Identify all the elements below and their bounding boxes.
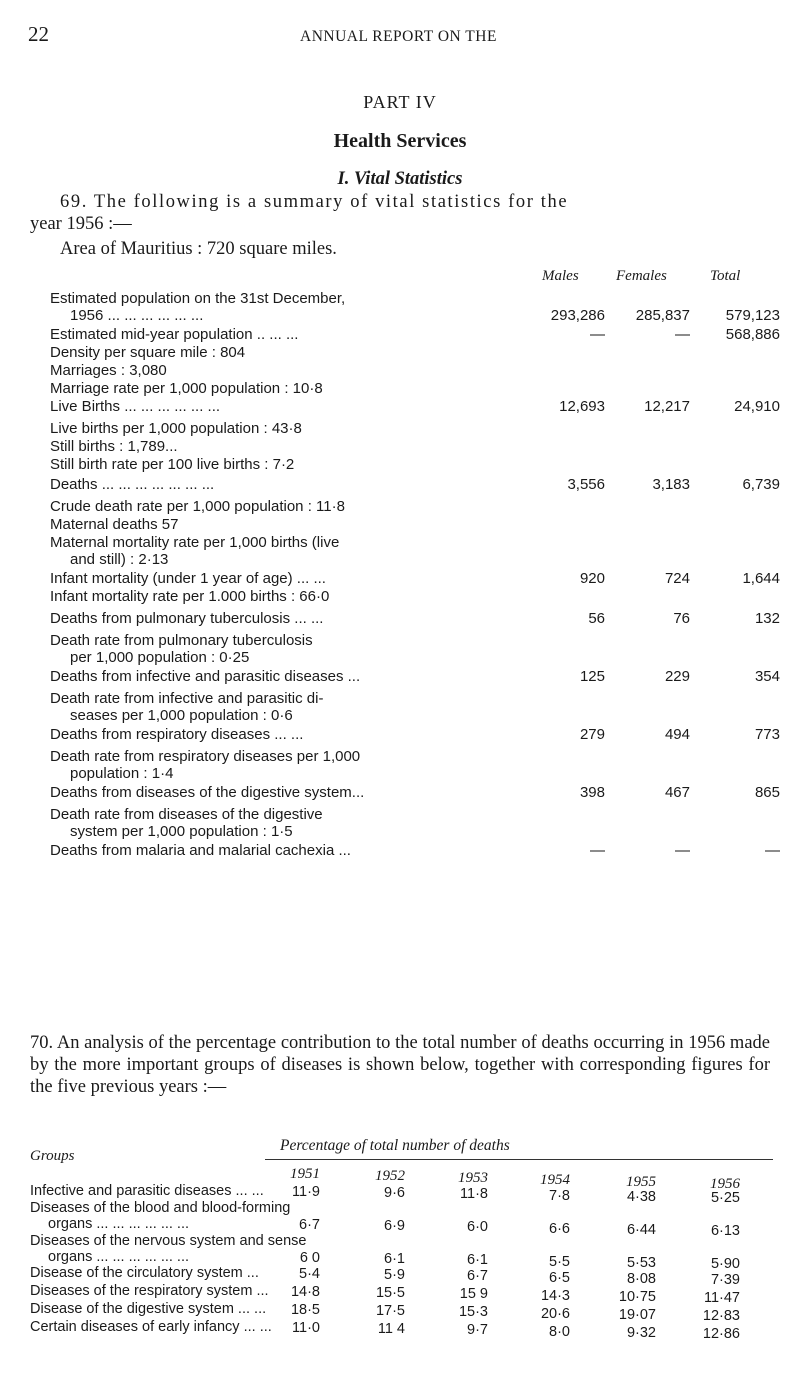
span-brace <box>265 1159 773 1166</box>
summary-row-label: Death rate from respiratory diseases per 1,000 <box>50 748 361 765</box>
pct-cell: 6·7 <box>467 1268 488 1285</box>
pct-cell: 5·9 <box>384 1267 405 1284</box>
pct-cell: 18·5 <box>290 1302 320 1318</box>
pct-cell: 5·90 <box>710 1256 740 1272</box>
pct-row-label: Diseases of the blood and blood-forming <box>30 1200 291 1216</box>
pct-cell: 15·3 <box>458 1304 488 1321</box>
summary-total-value: 6,739 <box>742 476 780 493</box>
pct-cell: 5·25 <box>710 1190 740 1206</box>
summary-row-label-cont: per 1,000 population : 0·25 <box>70 649 250 666</box>
pct-cell: 7·39 <box>710 1272 740 1288</box>
summary-total-value: 24,910 <box>734 398 780 415</box>
summary-total-value: 568,886 <box>725 326 780 343</box>
summary-total-value: 354 <box>754 668 780 685</box>
pct-cell: 4·38 <box>626 1188 656 1205</box>
pct-cell: 12·83 <box>702 1308 740 1324</box>
pct-row-label: Disease of the circulatory system ... <box>30 1265 259 1281</box>
pct-row-label: Disease of the digestive system ... ... <box>30 1301 267 1317</box>
summary-total-value: 865 <box>754 784 780 801</box>
summary-females-value: — <box>675 842 690 859</box>
summary-row-label: Deaths from infective and parasitic diseases ... <box>50 668 361 685</box>
header-females: Females <box>616 268 667 284</box>
summary-row-label-cont: 1956 ... ... ... ... ... ... <box>70 307 204 324</box>
year-header: 1954 <box>540 1172 570 1188</box>
pct-cell: 14·8 <box>290 1284 320 1300</box>
pct-cell: 14·3 <box>540 1287 570 1304</box>
pct-row-label: Diseases of the nervous system and sense <box>30 1233 307 1249</box>
summary-males-value: 920 <box>579 570 605 587</box>
summary-row-label: Live Births ... ... ... ... ... ... <box>50 398 221 415</box>
part-heading: PART IV <box>363 92 437 112</box>
summary-males-value: — <box>590 326 605 343</box>
pct-cell: 11 4 <box>377 1321 405 1338</box>
summary-females-value: 3,183 <box>652 476 690 493</box>
summary-row-label: Deaths from pulmonary tuberculosis ... ... <box>50 610 324 627</box>
summary-row-label-cont: seases per 1,000 population : 0·6 <box>70 707 293 724</box>
summary-males-value: 293,286 <box>550 307 605 324</box>
summary-row-label: Marriage rate per 1,000 population : 10·8 <box>50 380 323 397</box>
para69-line1: 69. The following is a summary of vital statistics for the <box>60 192 569 212</box>
percentage-span-label: Percentage of total number of deaths <box>280 1137 510 1154</box>
page-number: 22 <box>28 22 49 46</box>
pct-row-label-cont: organs ... ... ... ... ... ... <box>48 1216 190 1232</box>
summary-males-value: 12,693 <box>559 398 605 415</box>
summary-row-label: Death rate from infective and parasitic di- <box>50 690 324 707</box>
summary-row-label: Still births : 1,789... <box>50 438 178 455</box>
summary-males-value: 279 <box>579 726 605 743</box>
pct-cell: 11·47 <box>703 1290 740 1306</box>
summary-row-label: Deaths ... ... ... ... ... ... ... <box>50 476 215 493</box>
pct-cell: 10·75 <box>618 1288 656 1305</box>
summary-total-value: 1,644 <box>742 570 780 587</box>
summary-females-value: 285,837 <box>635 307 690 324</box>
summary-row-label: Still birth rate per 100 live births : 7·2 <box>50 456 295 473</box>
pct-row-label: Certain diseases of early infancy ... ... <box>30 1319 272 1335</box>
pct-cell: 9·32 <box>626 1324 656 1341</box>
pct-cell: 5·4 <box>299 1266 320 1282</box>
summary-females-value: 229 <box>664 668 690 685</box>
pct-cell: 9·6 <box>384 1185 405 1202</box>
subsection-heading: I. Vital Statistics <box>337 169 463 189</box>
pct-cell: 8·0 <box>549 1323 570 1340</box>
summary-row-label: Infant mortality (under 1 year of age) ... ... <box>50 570 326 587</box>
summary-row-label: Deaths from malaria and malarial cachexia ... <box>50 842 351 859</box>
summary-males-value: — <box>590 842 605 859</box>
pct-cell: 6·1 <box>467 1252 488 1269</box>
header-males: Males <box>542 268 579 284</box>
pct-cell: 8·08 <box>626 1270 656 1287</box>
summary-total-value: 579,123 <box>725 307 780 324</box>
summary-males-value: 56 <box>588 610 605 627</box>
summary-row-label: Death rate from pulmonary tuberculosis <box>50 632 313 649</box>
pct-cell: 11·9 <box>292 1184 320 1200</box>
summary-row-label: Maternal deaths 57 <box>50 516 179 533</box>
summary-row-label: Deaths from respiratory diseases ... ... <box>50 726 304 743</box>
pct-row-label: Diseases of the respiratory system ... <box>30 1283 269 1299</box>
summary-females-value: 724 <box>664 570 690 587</box>
year-header: 1956 <box>710 1176 740 1192</box>
pct-cell: 9·7 <box>467 1322 488 1339</box>
para70: 70. An analysis of the percentage contribution to the total number of deaths occurring in 1956 made by the more important groups of diseases is shown below, together with corresponding figures for the five previous years :— <box>30 1033 770 1097</box>
para69-line2: year 1956 :— <box>30 214 132 234</box>
pct-row-label-cont: organs ... ... ... ... ... ... <box>48 1249 190 1265</box>
summary-total-value: 773 <box>754 726 780 743</box>
pct-cell: 6·0 <box>467 1219 488 1236</box>
summary-males-value: 3,556 <box>567 476 605 493</box>
pct-cell: 6·6 <box>549 1220 570 1237</box>
pct-cell: 6·1 <box>384 1251 405 1268</box>
pct-row-label: Infective and parasitic diseases ... ... <box>30 1183 264 1199</box>
summary-row-label: Estimated mid-year population .. ... ... <box>50 326 299 343</box>
pct-cell: 5·53 <box>626 1254 656 1271</box>
summary-row-label-cont: and still) : 2·13 <box>70 551 169 568</box>
summary-row-label: Live births per 1,000 population : 43·8 <box>50 420 302 437</box>
year-header: 1955 <box>626 1174 656 1190</box>
summary-row-label: Crude death rate per 1,000 population : 11·8 <box>50 498 345 515</box>
summary-row-label: Death rate from diseases of the digestive <box>50 806 323 823</box>
pct-cell: 6·7 <box>299 1217 320 1233</box>
summary-row-label: Estimated population on the 31st December, <box>50 290 346 307</box>
pct-cell: 5·5 <box>549 1253 570 1270</box>
summary-row-label: Maternal mortality rate per 1,000 births (live <box>50 534 340 551</box>
running-head: ANNUAL REPORT ON THE <box>300 28 497 45</box>
summary-males-value: 398 <box>579 784 605 801</box>
pct-cell: 7·8 <box>549 1187 570 1204</box>
pct-cell: 6·44 <box>626 1221 656 1238</box>
summary-total-value: 132 <box>754 610 780 627</box>
pct-cell: 6 0 <box>299 1250 320 1266</box>
summary-females-value: — <box>675 326 690 343</box>
pct-cell: 12·86 <box>702 1326 740 1342</box>
summary-row-label-cont: population : 1·4 <box>70 765 174 782</box>
pct-cell: 6·13 <box>710 1223 740 1239</box>
summary-females-value: 76 <box>673 610 690 627</box>
summary-females-value: 467 <box>664 784 690 801</box>
year-header: 1952 <box>375 1168 405 1184</box>
groups-label: Groups <box>30 1148 75 1164</box>
pct-cell: 15·5 <box>375 1285 405 1302</box>
summary-females-value: 494 <box>664 726 690 743</box>
summary-females-value: 12,217 <box>644 398 690 415</box>
summary-males-value: 125 <box>579 668 605 685</box>
pct-cell: 19·07 <box>618 1306 656 1323</box>
pct-cell: 6·5 <box>549 1269 570 1286</box>
summary-row-label: Deaths from diseases of the digestive system... <box>50 784 365 801</box>
pct-cell: 15 9 <box>459 1286 488 1303</box>
pct-cell: 6·9 <box>384 1218 405 1235</box>
area-line: Area of Mauritius : 720 square miles. <box>60 239 337 259</box>
pct-cell: 11·0 <box>292 1320 320 1336</box>
summary-row-label: Infant mortality rate per 1.000 births : 66·0 <box>50 588 330 605</box>
year-header: 1953 <box>458 1170 488 1186</box>
pct-cell: 17·5 <box>375 1303 405 1320</box>
header-total: Total <box>710 268 741 284</box>
pct-cell: 20·6 <box>540 1305 570 1322</box>
year-header: 1951 <box>290 1166 320 1182</box>
summary-row-label-cont: system per 1,000 population : 1·5 <box>70 823 293 840</box>
summary-row-label: Density per square mile : 804 <box>50 344 246 361</box>
summary-row-label: Marriages : 3,080 <box>50 362 167 379</box>
section-heading: Health Services <box>333 130 467 152</box>
pct-cell: 11·8 <box>460 1186 488 1203</box>
summary-total-value: — <box>765 842 780 859</box>
